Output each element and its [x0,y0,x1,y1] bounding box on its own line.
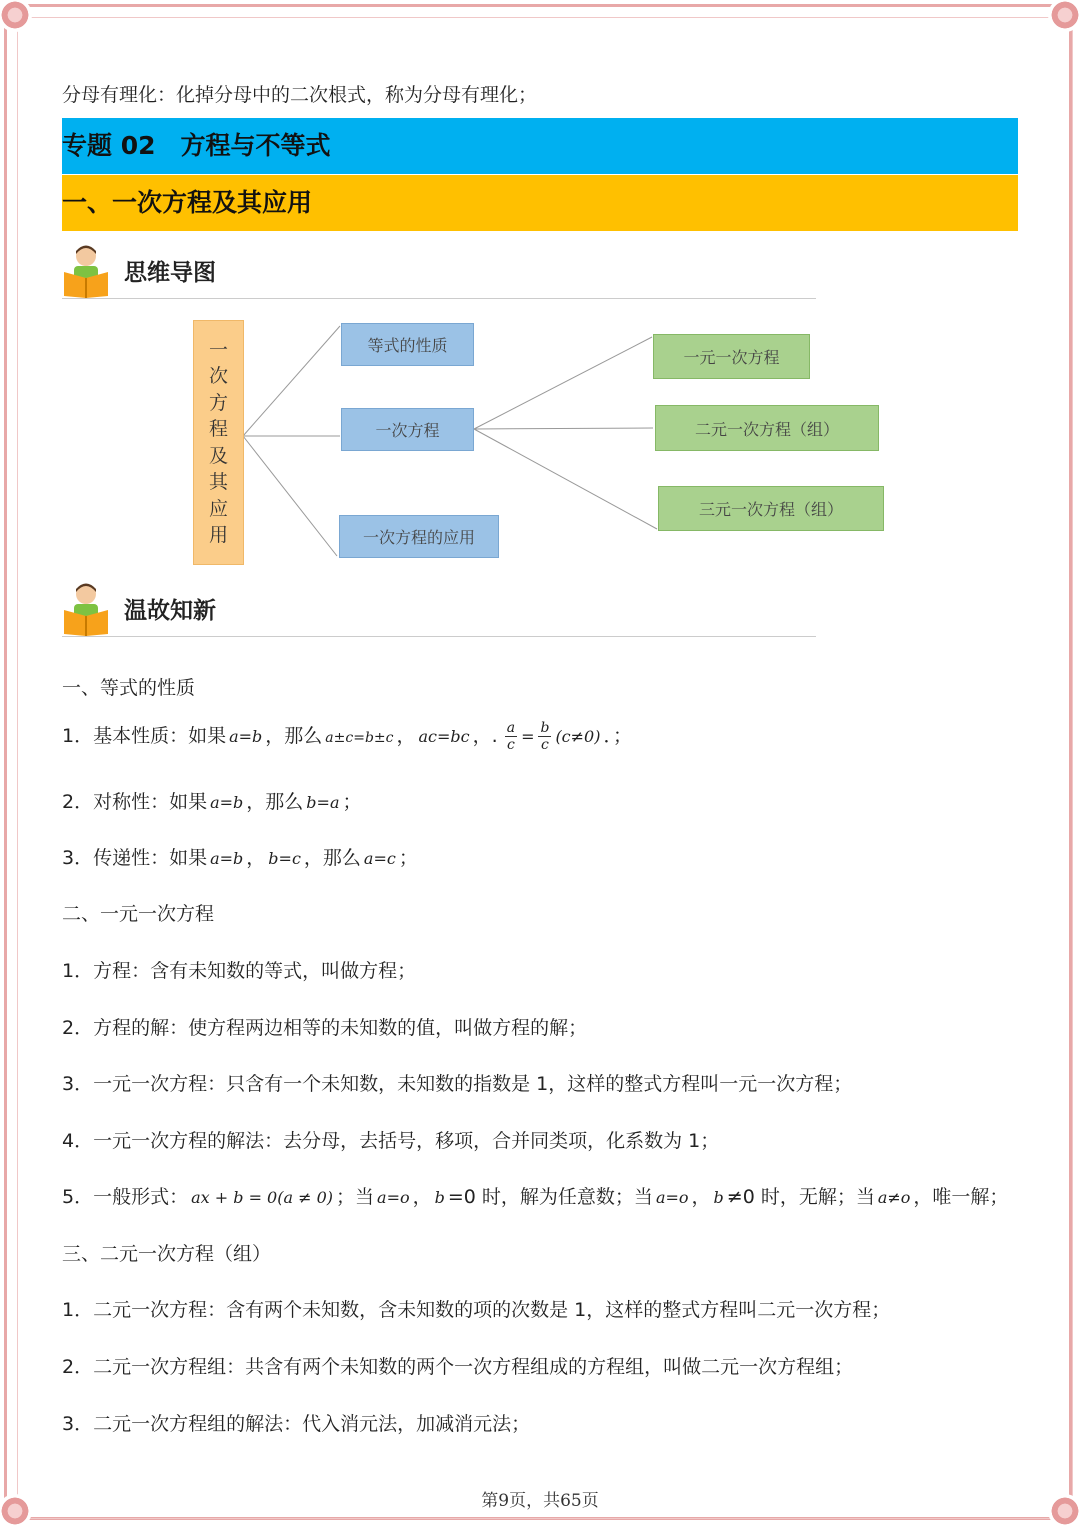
paragraph-equation-def: 1．方程：含有未知数的等式，叫做方程； [62,960,417,982]
root-char: 其 [208,471,228,493]
paragraph-two-var-def: 1．二元一次方程：含有两个未知数，含未知数的项的次数是 1，这样的整式方程叫二元一次方程； [62,1299,891,1321]
section-header-review [62,580,816,637]
paragraph-two-var-methods: 3．二元一次方程组的解法：代入消元法，加减消元法； [62,1413,531,1435]
paragraph-two-var-system-def: 2．二元一次方程组：共含有两个未知数的两个一次方程组成的方程组，叫做二元一次方程组； [62,1356,854,1378]
fraction-b-over-c: $\frac{b}{c}$ [540,720,550,753]
mind-map-node-linear-equation: 一次方程 [341,408,474,451]
heading-equality-properties: 一、等式的性质 [62,677,196,699]
mind-map-node-two-var: 二元一次方程（组） [655,405,879,451]
paragraph-solution-def: 2．方程的解：使方程两边相等的未知数的值，叫做方程的解； [62,1017,588,1039]
mind-map-connectors [0,0,1080,600]
fraction-a-over-c: $\frac{a}{c}$ [506,720,516,753]
top-line: 分母有理化：化掉分母中的二次根式，称为分母有理化； [62,84,538,106]
general-form-formula: ax + b = 0(a ≠ 0) [191,1188,334,1207]
mind-map-node-application: 一次方程的应用 [339,515,499,558]
mind-map-node-one-var: 一元一次方程 [653,334,810,379]
paragraph-symmetry: 2．对称性：如果 a=b ，那么 b=a ； [62,791,362,813]
root-char: 方 [208,391,228,414]
paragraph-transitivity: 3．传递性：如果 a=b ， b=c ，那么 a=c ； [62,847,418,869]
page-number: 第9页，共65页 [481,1491,599,1511]
root-char: 次 [208,365,228,387]
root-char: 应 [208,497,228,520]
paragraph-basic-property: 1．基本性质：如果 a=b ，那么 a±c=b±c ， ac=bc ，. $\frac{a}{c}$ = $\frac{b}{c}$ (c≠0) ．； [62,720,632,753]
topic-band: 专题 02 方程与不等式 [62,118,1018,174]
paragraph-one-var-def: 3．一元一次方程：只含有一个未知数，未知数的指数是 1，这样的整式方程叫一元一次方程； [62,1073,853,1095]
root-char: 程 [208,418,228,440]
root-char: 用 [208,524,228,546]
paragraph-general-form: 5．一般形式： ax + b = 0(a ≠ 0) ；当 a=o ， b =0 时，解为任意数；当 a=o ， b ≠0 时，无解；当 a≠o ，唯一解； [62,1186,1009,1208]
mind-map-root [193,320,244,565]
reading-student-icon [62,580,110,636]
root-char: 一 [208,338,228,361]
mind-map-node-three-var: 三元一次方程（组） [658,486,884,531]
root-char: 及 [208,444,228,467]
section-title: 思维导图 [124,260,216,286]
section-title: 温故知新 [124,598,216,624]
mind-map [0,0,1080,600]
chapter-band: 一、一次方程及其应用 [62,175,1018,231]
heading-two-var: 三、二元一次方程（组） [62,1243,272,1265]
heading-linear-one-var: 二、一元一次方程 [62,903,215,925]
paragraph-solving-method: 4．一元一次方程的解法：去分母，去括号，移项，合并同类项，化系数为 1； [62,1130,720,1152]
mind-map-node-equality: 等式的性质 [341,323,474,366]
